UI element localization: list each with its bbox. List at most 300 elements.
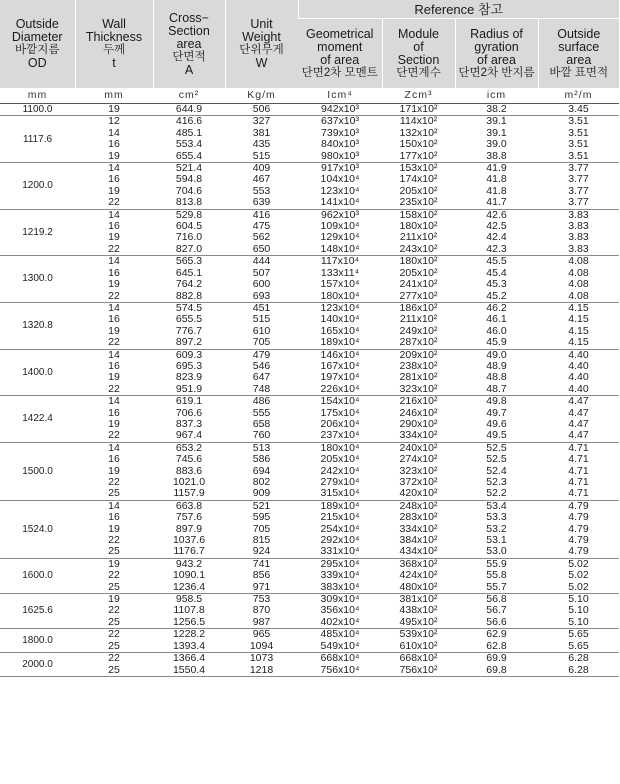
cell-value: 56.8 (486, 593, 507, 606)
cell-value: 153x10² (399, 162, 438, 175)
area-cell (153, 442, 225, 500)
cell-value: 485.1 (175, 126, 203, 139)
cell-value: 4.79 (568, 511, 589, 524)
cell-value: 22 (108, 289, 120, 302)
cell-value: 438x10² (399, 604, 438, 617)
weight-cell (225, 442, 298, 500)
cell-value: 1157.9 (173, 487, 205, 500)
moment-cell (298, 594, 382, 629)
cell-value: 53.1 (486, 534, 507, 547)
table-row (0, 629, 619, 653)
cell-value: 6.28 (568, 652, 589, 665)
cell-value: 117x10⁴ (320, 255, 360, 268)
cell-value: 3.77 (568, 196, 589, 209)
header-line: 단면적 (172, 50, 206, 63)
cell-value: 69.9 (486, 652, 507, 665)
outside-diameter-cell: 1625.6 (0, 594, 75, 629)
cell-value: 14 (108, 441, 120, 454)
area-cell (153, 500, 225, 558)
cell-value: 295x10⁴ (320, 557, 360, 570)
surface-cell (538, 104, 619, 116)
cell-value: 444 (252, 255, 271, 268)
header-line: Cross− (169, 10, 209, 25)
cell-value: 16 (108, 406, 120, 419)
header-line: A (184, 62, 194, 77)
gyration-cell (455, 302, 538, 349)
section-module-cell (382, 558, 455, 593)
cell-value: 104x10⁴ (320, 173, 360, 186)
section-module-cell (382, 629, 455, 653)
header-reference: Reference 참고 (298, 0, 619, 19)
cell-value: 3.51 (568, 126, 589, 139)
outside-diameter-cell: 1600.0 (0, 558, 75, 593)
section-module-cell (382, 500, 455, 558)
cell-value: 4.71 (568, 464, 589, 477)
cell-value: 41.9 (486, 162, 507, 175)
cell-value: 241x10² (399, 278, 438, 291)
cell-value: 175x10⁴ (320, 406, 360, 419)
cell-value: 663.8 (175, 499, 203, 512)
cell-value: 609.3 (175, 348, 203, 361)
header-line: 단위무게 (239, 44, 284, 56)
cell-value: 356x10⁴ (320, 604, 360, 617)
cell-value: 22 (108, 628, 120, 641)
cell-value: 639 (252, 196, 271, 209)
cell-value: 647 (252, 371, 271, 384)
cell-value: 146x10⁴ (320, 348, 360, 361)
cell-value: 25 (108, 615, 120, 628)
table-row (0, 209, 619, 256)
cell-value: 14 (108, 255, 120, 268)
header-line: 단면2차 모멘트 (301, 66, 378, 79)
header-line: Geometrical (306, 26, 374, 41)
cell-value: 216x10² (399, 395, 438, 408)
surface-cell (538, 653, 619, 677)
cell-value: 334x10² (399, 429, 438, 442)
cell-value: 764.2 (175, 278, 203, 291)
area-cell (153, 209, 225, 256)
cell-value: 16 (108, 266, 120, 279)
table-row (0, 302, 619, 349)
cell-value: 4.79 (568, 499, 589, 512)
cell-value: 19 (108, 371, 120, 384)
cell-value: 479 (252, 348, 271, 361)
header-unit-weight (225, 0, 298, 88)
cell-value: 55.7 (486, 580, 507, 593)
moment-cell (298, 104, 382, 116)
cell-value: 56.7 (486, 604, 507, 617)
table-row (0, 163, 619, 210)
cell-value: 48.8 (486, 371, 507, 384)
outside-diameter-cell: 1500.0 (0, 442, 75, 500)
cell-value: 16 (108, 359, 120, 372)
area-cell (153, 653, 225, 677)
cell-value: 507 (252, 266, 271, 279)
cell-value: 693 (252, 289, 271, 302)
cell-value: 12 (108, 115, 120, 128)
cell-value: 248x10² (399, 499, 438, 512)
surface-cell (538, 500, 619, 558)
cell-value: 4.15 (568, 313, 589, 326)
cell-value: 331x10⁴ (320, 545, 360, 558)
cell-value: 3.83 (568, 242, 589, 255)
cell-value: 186x10² (399, 301, 438, 314)
cell-value: 381x10² (399, 593, 438, 606)
cell-value: 327 (252, 115, 271, 128)
cell-value: 4.47 (568, 395, 589, 408)
moment-cell (298, 116, 382, 163)
cell-value: 52.5 (486, 453, 507, 466)
cell-value: 965 (252, 628, 271, 641)
outside-diameter-cell: 1524.0 (0, 500, 75, 558)
header-geometrical-moment (298, 19, 382, 89)
section-module-cell (382, 442, 455, 500)
cell-value: 3.51 (568, 138, 589, 151)
cell-value: 25 (108, 639, 120, 652)
gyration-cell (455, 629, 538, 653)
cell-value: 521 (252, 499, 271, 512)
surface-cell (538, 558, 619, 593)
cell-value: 883.6 (175, 464, 203, 477)
cell-value: 924 (252, 545, 271, 558)
cell-value: 4.15 (568, 301, 589, 314)
cell-value: 290x10² (399, 417, 438, 430)
cell-value: 22 (108, 196, 120, 209)
cell-value: 553.4 (175, 138, 203, 151)
cell-value: 409 (252, 162, 271, 175)
cell-value: 14 (108, 395, 120, 408)
moment-cell (298, 442, 382, 500)
header-line: 바깥 표면적 (549, 66, 609, 79)
cell-value: 41.8 (486, 184, 507, 197)
weight-cell (225, 349, 298, 396)
table-row (0, 104, 619, 116)
cell-value: 539x10² (399, 628, 438, 641)
area-cell (153, 116, 225, 163)
outside-diameter-cell: 1300.0 (0, 256, 75, 303)
gyration-cell (455, 163, 538, 210)
cell-value: 555 (252, 406, 271, 419)
gyration-cell (455, 349, 538, 396)
cell-value: 14 (108, 301, 120, 314)
wall-thickness-cell (75, 594, 153, 629)
cell-value: 553 (252, 184, 271, 197)
cell-value: 25 (108, 663, 120, 676)
cell-value: 856 (252, 569, 271, 582)
cell-value: 4.71 (568, 441, 589, 454)
cell-value: 132x10² (399, 126, 438, 139)
cell-value: 475 (252, 220, 271, 233)
cell-value: 157x10⁴ (320, 278, 360, 291)
cell-value: 5.02 (568, 557, 589, 570)
cell-value: 653.2 (175, 441, 203, 454)
outside-diameter-cell: 2000.0 (0, 653, 75, 677)
section-module-cell (382, 594, 455, 629)
surface-cell (538, 442, 619, 500)
cell-value: 645.1 (175, 266, 203, 279)
cell-value: 546 (252, 359, 271, 372)
cell-value: 741 (252, 557, 271, 570)
cell-value: 917x10³ (321, 162, 359, 175)
wall-thickness-cell (75, 629, 153, 653)
cell-value: 594.8 (175, 173, 203, 186)
cell-value: 506 (252, 103, 271, 115)
cell-value: 209x10² (399, 348, 438, 361)
header-line: Outside (557, 26, 601, 41)
moment-cell (298, 396, 382, 443)
table-row (0, 653, 619, 677)
cell-value: 25 (108, 580, 120, 593)
surface-cell (538, 302, 619, 349)
cell-value: 549x10⁴ (320, 639, 360, 652)
wall-thickness-cell (75, 442, 153, 500)
cell-value: 14 (108, 499, 120, 512)
cell-value: 756x10⁴ (320, 663, 360, 676)
cell-value: 716.0 (175, 231, 203, 244)
cell-value: 595 (252, 511, 271, 524)
unit-t: mm (75, 88, 153, 104)
table-row (0, 116, 619, 163)
cell-value: 171x10² (399, 103, 438, 115)
cell-value: 41.8 (486, 173, 507, 186)
table-row (0, 594, 619, 629)
cell-value: 189x10⁴ (320, 336, 360, 349)
outside-diameter-cell: 1117.6 (0, 116, 75, 163)
cell-value: 41.7 (486, 196, 507, 209)
cell-value: 4.40 (568, 359, 589, 372)
cell-value: 827.0 (175, 242, 203, 255)
cell-value: 45.9 (486, 336, 507, 349)
cell-value: 610 (252, 324, 271, 337)
section-module-cell (382, 163, 455, 210)
cell-value: 5.10 (568, 615, 589, 628)
cell-value: 897.2 (175, 336, 203, 349)
cell-value: 980x10³ (321, 149, 359, 162)
cell-value: 515 (252, 313, 271, 326)
cell-value: 52.3 (486, 476, 507, 488)
cell-value: 19 (108, 464, 120, 477)
cell-value: 513 (252, 441, 271, 454)
cell-value: 695.3 (175, 359, 203, 372)
cell-value: 971 (252, 580, 271, 593)
cell-value: 368x10² (399, 557, 438, 570)
header-radius-of-gyration (455, 19, 538, 89)
cell-value: 22 (108, 534, 120, 547)
area-cell (153, 256, 225, 303)
cell-value: 3.77 (568, 184, 589, 197)
table-row (0, 442, 619, 500)
cell-value: 226x10⁴ (320, 382, 360, 395)
cell-value: 802 (252, 476, 271, 488)
header-line: area (176, 36, 202, 51)
moment-cell (298, 653, 382, 677)
cell-value: 14 (108, 126, 120, 139)
cell-value: 1218 (249, 663, 274, 676)
cell-value: 242x10⁴ (320, 464, 360, 477)
cell-value: 277x10² (399, 289, 438, 302)
section-module-cell (382, 256, 455, 303)
table-row (0, 256, 619, 303)
cell-value: 962x10³ (321, 208, 359, 221)
cell-value: 56.6 (486, 615, 507, 628)
cell-value: 1256.5 (172, 615, 206, 628)
section-module-cell (382, 653, 455, 677)
unit-od: mm (0, 88, 75, 104)
wall-thickness-cell (75, 653, 153, 677)
header-line: gyration (474, 39, 519, 54)
cell-value: 3.77 (568, 162, 589, 175)
cell-value: 287x10² (399, 336, 438, 349)
cell-value: 3.51 (568, 115, 589, 128)
cell-value: 14 (108, 208, 120, 221)
header-line: Thickness (85, 30, 143, 44)
cell-value: 38.8 (486, 149, 507, 162)
cell-value: 5.65 (568, 628, 589, 641)
area-cell (153, 163, 225, 210)
cell-value: 650 (252, 242, 271, 255)
wall-thickness-cell (75, 163, 153, 210)
cell-value: 4.15 (568, 336, 589, 349)
cell-value: 180x10⁴ (320, 441, 360, 454)
cell-value: 53.0 (486, 545, 507, 558)
cell-value: 254x10⁴ (320, 522, 360, 535)
cell-value: 22 (108, 336, 120, 349)
cell-value: 951.9 (175, 382, 203, 395)
cell-value: 5.10 (568, 604, 589, 617)
surface-cell (538, 116, 619, 163)
header-line: moment (317, 39, 363, 54)
cell-value: 1550.4 (172, 663, 206, 676)
cell-value: 655.4 (175, 149, 203, 162)
cell-value: 19 (108, 557, 120, 570)
cell-value: 416.6 (175, 115, 203, 128)
cell-value: 1393.4 (172, 639, 206, 652)
cell-value: 55.8 (486, 569, 507, 582)
cell-value: 215x10⁴ (320, 511, 360, 524)
weight-cell (225, 209, 298, 256)
cell-value: 154x10⁴ (320, 395, 360, 408)
cell-value: 133x11⁴ (320, 266, 360, 279)
outside-diameter-cell: 1400.0 (0, 349, 75, 396)
table-row (0, 349, 619, 396)
cell-value: 4.15 (568, 324, 589, 337)
cell-value: 897.9 (175, 522, 203, 535)
cell-value: 420x10² (399, 487, 438, 500)
cell-value: 586 (252, 453, 271, 466)
moment-cell (298, 349, 382, 396)
unit-i: Icm⁴ (298, 88, 382, 104)
cell-value: 480x10² (399, 580, 438, 593)
wall-thickness-cell (75, 349, 153, 396)
cell-value: 19 (108, 522, 120, 535)
cell-value: 249x10² (399, 324, 438, 337)
cell-value: 604.5 (175, 220, 203, 233)
cell-value: 562 (252, 231, 271, 244)
cell-value: 205x10² (399, 266, 438, 279)
cell-value: 25 (108, 545, 120, 558)
cell-value: 180x10² (399, 220, 438, 233)
cell-value: 197x10⁴ (320, 371, 360, 384)
header-line: Radius of (470, 26, 523, 41)
moment-cell (298, 302, 382, 349)
cell-value: 4.08 (568, 289, 589, 302)
cell-value: 53.4 (486, 499, 507, 512)
moment-cell (298, 629, 382, 653)
gyration-cell (455, 209, 538, 256)
cell-value: 49.5 (486, 429, 507, 442)
moment-cell (298, 558, 382, 593)
cell-value: 148x10⁴ (320, 242, 360, 255)
cell-value: 4.08 (568, 266, 589, 279)
cell-value: 815 (252, 534, 271, 547)
gyration-cell (455, 116, 538, 163)
cell-value: 211x10² (399, 313, 438, 326)
cell-value: 372x10² (399, 476, 438, 488)
cell-value: 22 (108, 652, 120, 665)
unit-s: m²/m (538, 88, 619, 104)
cell-value: 837.3 (175, 417, 203, 430)
table-body (0, 88, 619, 676)
surface-cell (538, 349, 619, 396)
header-line: of (413, 39, 424, 54)
cell-value: 882.8 (175, 289, 203, 302)
cell-value: 5.65 (568, 639, 589, 652)
header-line: Section (397, 52, 440, 67)
cell-value: 6.28 (568, 663, 589, 676)
area-cell (153, 558, 225, 593)
wall-thickness-cell (75, 256, 153, 303)
gyration-cell (455, 500, 538, 558)
cell-value: 114x10² (399, 115, 438, 128)
weight-cell (225, 116, 298, 163)
cell-value: 813.8 (175, 196, 203, 209)
cell-value: 381 (252, 126, 271, 139)
cell-value: 19 (108, 149, 120, 162)
wall-thickness-cell (75, 116, 153, 163)
cell-value: 22 (108, 476, 120, 488)
cell-value: 39.1 (486, 115, 507, 128)
cell-value: 756x10² (399, 663, 438, 676)
header-line: Weight (242, 30, 281, 44)
header-line: Unit (250, 17, 273, 31)
cell-value: 19 (108, 278, 120, 291)
cell-value: 237x10⁴ (320, 429, 360, 442)
cell-value: 745.6 (175, 453, 203, 466)
header-line: OD (27, 56, 47, 70)
cell-value: 22 (108, 429, 120, 442)
cell-value: 1090.1 (172, 569, 206, 582)
cell-value: 668x10⁴ (320, 652, 360, 665)
area-cell (153, 104, 225, 116)
wall-thickness-cell (75, 104, 153, 116)
cell-value: 38.2 (486, 103, 507, 115)
header-line: t (112, 56, 116, 70)
outside-diameter-cell: 1422.4 (0, 396, 75, 443)
cell-value: 165x10⁴ (320, 324, 360, 337)
moment-cell (298, 500, 382, 558)
cell-value: 19 (108, 324, 120, 337)
section-module-cell (382, 349, 455, 396)
cell-value: 987 (252, 615, 271, 628)
cell-value: 211x10² (399, 231, 438, 244)
cell-value: 62.8 (486, 639, 507, 652)
surface-cell (538, 209, 619, 256)
weight-cell (225, 558, 298, 593)
cell-value: 22 (108, 242, 120, 255)
cell-value: 1037.6 (172, 534, 206, 547)
cell-value: 600 (252, 278, 271, 291)
cell-value: 5.02 (568, 569, 589, 582)
